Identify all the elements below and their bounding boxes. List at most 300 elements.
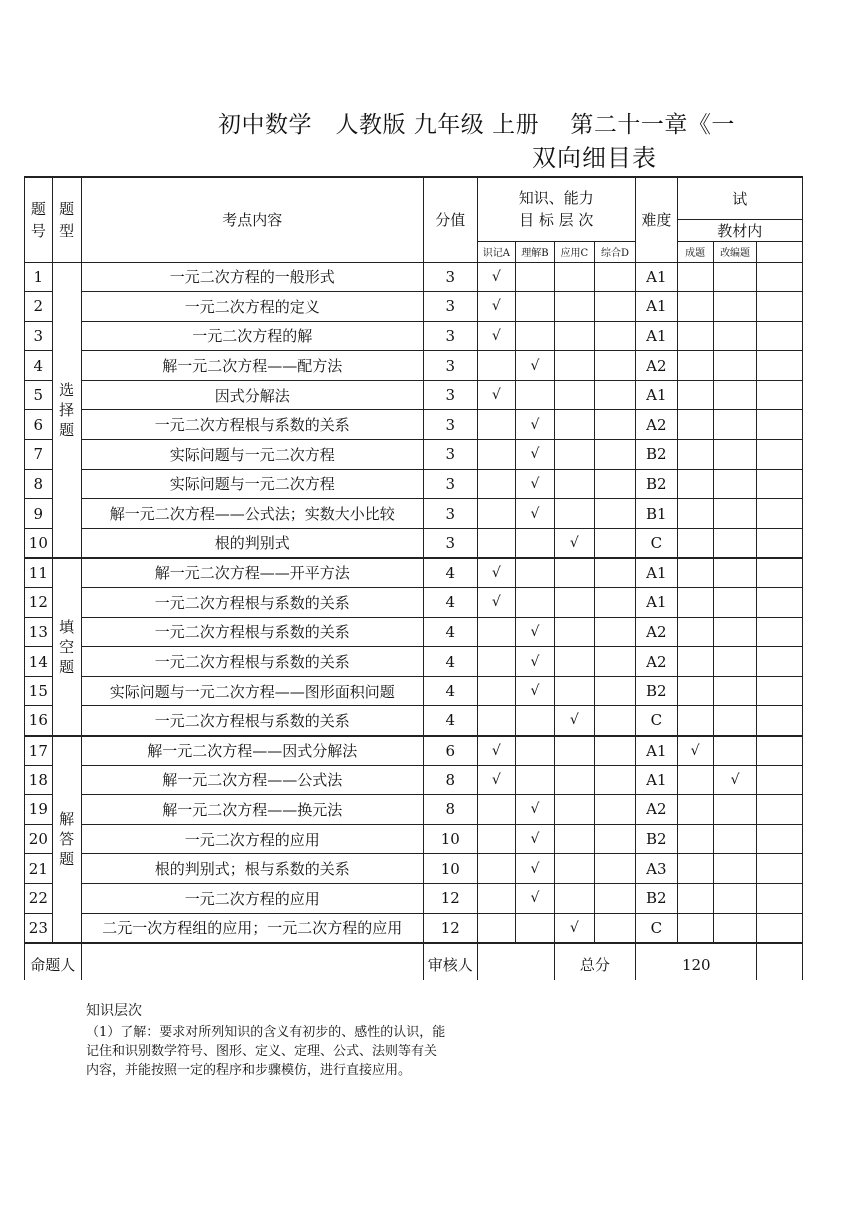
level-cell — [594, 351, 635, 381]
level-cell — [554, 824, 594, 854]
check-mark: √ — [530, 890, 540, 907]
level-cell — [594, 380, 635, 410]
content-cell: 根的判别式 — [81, 528, 423, 558]
row-number: 3 — [25, 321, 53, 351]
level-cell — [516, 854, 555, 884]
difficulty-cell: C — [636, 528, 678, 558]
level-cell — [594, 528, 635, 558]
source-cell — [713, 765, 757, 795]
level-cell — [594, 647, 635, 677]
source-cell — [677, 854, 713, 884]
source-cell — [757, 617, 803, 647]
document-subtitle: 双向细目表 — [532, 144, 657, 172]
source-cell — [757, 469, 803, 499]
level-cell — [516, 617, 555, 647]
row-number: 16 — [25, 706, 53, 736]
check-mark: √ — [491, 564, 501, 581]
score-cell: 3 — [424, 321, 478, 351]
source-cell — [713, 647, 757, 677]
level-cell — [477, 440, 516, 470]
source-cell — [757, 588, 803, 618]
level-cell — [594, 736, 635, 766]
total-value: 120 — [636, 943, 757, 980]
level-cell — [554, 706, 594, 736]
check-mark: √ — [491, 742, 501, 759]
level-cell — [594, 440, 635, 470]
level-cell — [554, 558, 594, 588]
content-cell: 一元二次方程根与系数的关系 — [81, 588, 423, 618]
level-cell — [554, 292, 594, 322]
source-cell — [757, 647, 803, 677]
level-cell — [516, 499, 555, 529]
source-cell — [757, 321, 803, 351]
table-row — [25, 913, 803, 943]
level-cell — [554, 647, 594, 677]
source-cell — [677, 558, 713, 588]
source-cell — [713, 913, 757, 943]
content-cell: 实际问题与一元二次方程——图形面积问题 — [81, 676, 423, 706]
source-cell — [757, 676, 803, 706]
source-cell — [713, 499, 757, 529]
level-cell — [594, 706, 635, 736]
check-mark: √ — [530, 623, 540, 640]
content-cell: 根的判别式；根与系数的关系 — [81, 854, 423, 884]
row-number: 14 — [25, 647, 53, 677]
source-cell — [677, 469, 713, 499]
level-cell — [477, 795, 516, 825]
level-cell — [554, 528, 594, 558]
score-cell: 10 — [424, 824, 478, 854]
level-cell — [477, 617, 516, 647]
content-cell: 实际问题与一元二次方程 — [81, 469, 423, 499]
source-cell — [757, 440, 803, 470]
level-cell — [516, 883, 555, 913]
check-mark: √ — [569, 919, 579, 936]
check-mark: √ — [491, 268, 501, 285]
level-cell — [516, 765, 555, 795]
content-cell: 因式分解法 — [81, 380, 423, 410]
source-cell — [677, 528, 713, 558]
row-number: 21 — [25, 854, 53, 884]
source-cell — [677, 499, 713, 529]
score-cell: 3 — [424, 440, 478, 470]
header-content: 考点内容 — [81, 177, 423, 262]
score-cell: 4 — [424, 558, 478, 588]
source-cell — [677, 588, 713, 618]
question-type-cell — [52, 736, 81, 943]
level-cell — [477, 706, 516, 736]
check-mark: √ — [569, 712, 579, 729]
score-cell: 3 — [424, 262, 478, 292]
content-cell: 实际问题与一元二次方程 — [81, 440, 423, 470]
level-cell — [554, 883, 594, 913]
header-levels — [477, 177, 636, 241]
source-cell — [757, 558, 803, 588]
check-mark: √ — [730, 771, 740, 788]
source-cell — [713, 321, 757, 351]
level-cell — [477, 676, 516, 706]
difficulty-cell: A2 — [636, 617, 678, 647]
score-cell: 8 — [424, 765, 478, 795]
source-cell — [757, 913, 803, 943]
source-cell — [757, 292, 803, 322]
source-cell — [677, 913, 713, 943]
level-cell — [594, 321, 635, 351]
source-cell — [757, 499, 803, 529]
difficulty-cell: B2 — [636, 824, 678, 854]
level-cell — [516, 795, 555, 825]
level-cell — [554, 262, 594, 292]
row-number: 10 — [25, 528, 53, 558]
level-cell — [516, 824, 555, 854]
difficulty-cell: A1 — [636, 380, 678, 410]
source-cell — [713, 440, 757, 470]
level-cell — [516, 588, 555, 618]
level-cell — [516, 676, 555, 706]
level-cell — [554, 588, 594, 618]
content-cell: 解一元二次方程——开平方法 — [81, 558, 423, 588]
difficulty-cell: A1 — [636, 558, 678, 588]
header-source-a: 成题 — [677, 241, 713, 262]
header-question-type: 题型 — [52, 177, 81, 262]
source-cell — [677, 440, 713, 470]
check-mark: √ — [491, 327, 501, 344]
row-number: 4 — [25, 351, 53, 381]
level-cell — [477, 321, 516, 351]
score-cell: 3 — [424, 528, 478, 558]
source-cell — [713, 528, 757, 558]
source-cell — [713, 854, 757, 884]
table-row — [25, 499, 803, 529]
content-cell: 一元二次方程的定义 — [81, 292, 423, 322]
footer-extra — [757, 943, 803, 980]
level-cell — [594, 913, 635, 943]
author-label: 命题人 — [25, 943, 82, 980]
level-cell — [516, 736, 555, 766]
notes-section — [86, 1002, 446, 1080]
level-cell — [516, 647, 555, 677]
source-cell — [677, 676, 713, 706]
content-cell: 解一元二次方程——公式法 — [81, 765, 423, 795]
table-row — [25, 795, 803, 825]
source-cell — [757, 380, 803, 410]
level-cell — [477, 351, 516, 381]
source-cell — [713, 706, 757, 736]
difficulty-cell: A1 — [636, 321, 678, 351]
level-cell — [516, 469, 555, 499]
score-cell: 4 — [424, 706, 478, 736]
score-cell: 12 — [424, 883, 478, 913]
level-cell — [594, 854, 635, 884]
level-cell — [477, 765, 516, 795]
table-row — [25, 854, 803, 884]
header-question-number: 题号 — [25, 177, 53, 262]
check-mark: √ — [491, 594, 501, 611]
row-number: 5 — [25, 380, 53, 410]
difficulty-cell: A2 — [636, 351, 678, 381]
level-cell — [477, 558, 516, 588]
header-level-c: 应用C — [554, 241, 594, 262]
difficulty-cell: A1 — [636, 736, 678, 766]
content-cell: 一元二次方程根与系数的关系 — [81, 617, 423, 647]
source-cell — [757, 824, 803, 854]
notes-heading: 知识层次 — [86, 1003, 142, 1019]
score-cell: 3 — [424, 410, 478, 440]
level-cell — [554, 617, 594, 647]
level-cell — [594, 499, 635, 529]
difficulty-cell: A2 — [636, 410, 678, 440]
content-cell: 一元二次方程的应用 — [81, 824, 423, 854]
score-cell: 10 — [424, 854, 478, 884]
header-source-c — [757, 241, 803, 262]
level-cell — [594, 410, 635, 440]
check-mark: √ — [530, 416, 540, 433]
source-cell — [677, 824, 713, 854]
level-cell — [554, 795, 594, 825]
check-mark: √ — [530, 446, 540, 463]
source-cell — [677, 617, 713, 647]
question-type-cell — [52, 558, 81, 736]
question-type-cell — [52, 262, 81, 558]
level-cell — [516, 410, 555, 440]
level-cell — [594, 558, 635, 588]
source-cell — [713, 469, 757, 499]
row-number: 8 — [25, 469, 53, 499]
score-cell: 4 — [424, 647, 478, 677]
question-type-label: 填空题 — [59, 617, 75, 676]
difficulty-cell: A1 — [636, 765, 678, 795]
level-cell — [477, 410, 516, 440]
source-cell — [757, 854, 803, 884]
header-score: 分值 — [424, 177, 478, 262]
difficulty-cell: C — [636, 913, 678, 943]
score-cell: 4 — [424, 676, 478, 706]
table-row — [25, 262, 803, 292]
difficulty-cell: B1 — [636, 499, 678, 529]
header-difficulty: 难度 — [636, 177, 678, 262]
source-cell — [757, 351, 803, 381]
source-cell — [713, 292, 757, 322]
level-cell — [594, 883, 635, 913]
difficulty-cell: B2 — [636, 676, 678, 706]
source-cell — [713, 351, 757, 381]
level-cell — [516, 262, 555, 292]
table-row — [25, 647, 803, 677]
difficulty-cell: A1 — [636, 292, 678, 322]
level-cell — [477, 528, 516, 558]
level-cell — [554, 440, 594, 470]
score-cell: 6 — [424, 736, 478, 766]
header-level-d: 综合D — [594, 241, 635, 262]
level-cell — [554, 736, 594, 766]
source-cell — [757, 736, 803, 766]
question-type-label: 解答题 — [59, 810, 75, 869]
level-cell — [477, 380, 516, 410]
row-number: 1 — [25, 262, 53, 292]
source-cell — [757, 765, 803, 795]
level-cell — [477, 913, 516, 943]
level-cell — [594, 469, 635, 499]
row-number: 17 — [25, 736, 53, 766]
check-mark: √ — [491, 298, 501, 315]
header-levels-line2: 目 标 层 次 — [519, 211, 594, 230]
source-cell — [713, 262, 757, 292]
check-mark: √ — [569, 534, 579, 551]
level-cell — [594, 588, 635, 618]
level-cell — [554, 913, 594, 943]
check-mark: √ — [530, 831, 540, 848]
author-value — [81, 943, 423, 980]
check-mark: √ — [530, 475, 540, 492]
level-cell — [554, 854, 594, 884]
level-cell — [516, 706, 555, 736]
check-mark: √ — [530, 505, 540, 522]
difficulty-cell: A1 — [636, 262, 678, 292]
score-cell: 3 — [424, 380, 478, 410]
source-cell — [677, 736, 713, 766]
content-cell: 一元二次方程的应用 — [81, 883, 423, 913]
source-cell — [713, 380, 757, 410]
level-cell — [554, 380, 594, 410]
content-cell: 一元二次方程的一般形式 — [81, 262, 423, 292]
level-cell — [554, 321, 594, 351]
level-cell — [594, 617, 635, 647]
level-cell — [516, 351, 555, 381]
source-cell — [757, 528, 803, 558]
source-cell — [713, 588, 757, 618]
row-number: 11 — [25, 558, 53, 588]
source-cell — [757, 410, 803, 440]
source-cell — [677, 321, 713, 351]
check-mark: √ — [690, 742, 700, 759]
check-mark: √ — [491, 771, 501, 788]
score-cell: 4 — [424, 588, 478, 618]
level-cell — [516, 913, 555, 943]
level-cell — [516, 528, 555, 558]
difficulty-cell: B2 — [636, 469, 678, 499]
source-cell — [713, 736, 757, 766]
header-level-a: 识记A — [477, 241, 516, 262]
row-number: 2 — [25, 292, 53, 322]
row-number: 6 — [25, 410, 53, 440]
row-number: 7 — [25, 440, 53, 470]
document-title: 初中数学 人教版 九年级 上册 第二十一章《一 — [218, 112, 735, 138]
level-cell — [594, 795, 635, 825]
content-cell: 解一元二次方程——公式法；实数大小比较 — [81, 499, 423, 529]
level-cell — [554, 469, 594, 499]
table-row — [25, 440, 803, 470]
table-row — [25, 617, 803, 647]
row-number: 15 — [25, 676, 53, 706]
content-cell: 一元二次方程根与系数的关系 — [81, 706, 423, 736]
table-row — [25, 736, 803, 766]
table-row — [25, 469, 803, 499]
difficulty-cell: B2 — [636, 883, 678, 913]
header-source-mid: 教材内 — [677, 219, 802, 241]
spec-table — [24, 176, 803, 980]
check-mark: √ — [530, 653, 540, 670]
table-row — [25, 558, 803, 588]
content-cell: 解一元二次方程——换元法 — [81, 795, 423, 825]
source-cell — [677, 351, 713, 381]
source-cell — [677, 706, 713, 736]
table-row — [25, 380, 803, 410]
question-type-label: 选择题 — [59, 380, 75, 439]
source-cell — [677, 292, 713, 322]
source-cell — [713, 676, 757, 706]
source-cell — [713, 795, 757, 825]
score-cell: 12 — [424, 913, 478, 943]
score-cell: 3 — [424, 469, 478, 499]
row-number: 22 — [25, 883, 53, 913]
source-cell — [713, 558, 757, 588]
content-cell: 解一元二次方程——因式分解法 — [81, 736, 423, 766]
level-cell — [594, 292, 635, 322]
difficulty-cell: C — [636, 706, 678, 736]
difficulty-cell: A2 — [636, 647, 678, 677]
level-cell — [477, 883, 516, 913]
source-cell — [713, 883, 757, 913]
score-cell: 3 — [424, 499, 478, 529]
source-cell — [757, 883, 803, 913]
difficulty-cell: A1 — [636, 588, 678, 618]
source-cell — [677, 795, 713, 825]
score-cell: 3 — [424, 292, 478, 322]
level-cell — [477, 292, 516, 322]
source-cell — [713, 410, 757, 440]
level-cell — [554, 499, 594, 529]
level-cell — [554, 676, 594, 706]
header-levels-line1: 知识、能力 — [518, 189, 594, 208]
source-cell — [677, 262, 713, 292]
header-level-b: 理解B — [516, 241, 555, 262]
level-cell — [554, 765, 594, 795]
check-mark: √ — [530, 683, 540, 700]
table-row — [25, 765, 803, 795]
table-row — [25, 883, 803, 913]
total-label: 总分 — [554, 943, 635, 980]
table-row — [25, 588, 803, 618]
row-number: 9 — [25, 499, 53, 529]
table-row — [25, 321, 803, 351]
table-row — [25, 706, 803, 736]
source-cell — [677, 380, 713, 410]
level-cell — [516, 380, 555, 410]
level-cell — [516, 558, 555, 588]
content-cell: 二元一次方程组的应用；一元二次方程的应用 — [81, 913, 423, 943]
level-cell — [516, 321, 555, 351]
level-cell — [477, 736, 516, 766]
header-source-b: 改编题 — [713, 241, 757, 262]
table-footer-row — [25, 943, 803, 980]
row-number: 12 — [25, 588, 53, 618]
level-cell — [594, 765, 635, 795]
source-cell — [757, 706, 803, 736]
source-cell — [713, 824, 757, 854]
table-row — [25, 410, 803, 440]
level-cell — [477, 824, 516, 854]
source-cell — [677, 647, 713, 677]
table-row — [25, 824, 803, 854]
level-cell — [477, 499, 516, 529]
level-cell — [516, 440, 555, 470]
reviewer-value — [477, 943, 554, 980]
check-mark: √ — [530, 357, 540, 374]
content-cell: 一元二次方程的解 — [81, 321, 423, 351]
level-cell — [594, 262, 635, 292]
content-cell: 一元二次方程根与系数的关系 — [81, 410, 423, 440]
difficulty-cell: A2 — [636, 795, 678, 825]
